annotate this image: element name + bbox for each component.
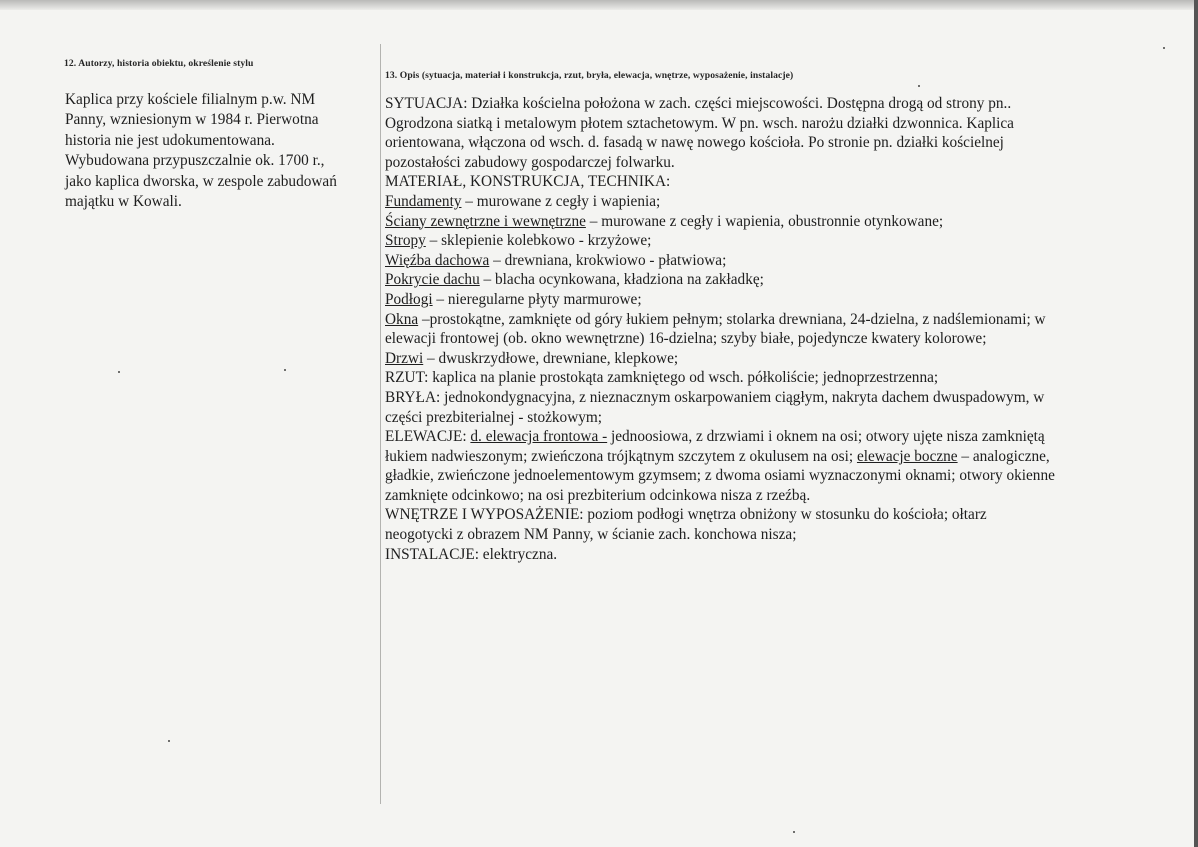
text-line: BRYŁA: jednokondygnacyjna, z nieznacznym oskarpowaniem ciągłym, nakryta dachem dwuspadowym, w [385, 388, 1045, 406]
text-line: gładkie, zwieńczone jednoelementowym gzymsem; z dwoma osiami wyznaczonymi oknami; otwory okienne [385, 467, 1055, 485]
section-13-text [385, 94, 1165, 564]
text-line: orientowana, włączona od wsch. d. fasadą w nawę nowego kościoła. Po stronie pn. działki kościelnej [385, 134, 1004, 152]
text-line: jako kaplica dworska, w zespole zabudowań [65, 172, 337, 190]
scan-speck [1163, 47, 1165, 49]
text-line: ELEWACJE: d. elewacja frontowa - jednoosiowa, z drzwiami i oknem na osi; otwory ujęte nisza zamkniętą [385, 428, 1045, 446]
scan-speck [118, 371, 120, 373]
text-line: Drzwi – dwuskrzydłowe, drewniane, klepkowe; [385, 349, 679, 367]
underlined-label: d. elewacja frontowa - [470, 428, 608, 446]
text-line: Pokrycie dachu – blacha ocynkowana, kładziona na zakładkę; [385, 271, 764, 289]
column-divider [380, 44, 381, 804]
scan-top-edge [0, 0, 1198, 10]
underlined-label: Podłogi [385, 290, 433, 308]
scan-speck [793, 831, 795, 833]
scan-speck [168, 740, 170, 742]
text-line: Fundamenty – murowane z cegły i wapienia; [385, 192, 661, 210]
text-line: Więźba dachowa – drewniana, krokwiowo - płatwiowa; [385, 251, 727, 269]
underlined-label: Więźba dachowa [385, 251, 490, 269]
section-12-heading: 12. Autorzy, historia obiektu, określenie stylu [64, 58, 254, 69]
text-line: SYTUACJA: Działka kościelna położona w zach. części miejscowości. Dostępna drogą od strony pn.. [385, 95, 1012, 112]
text-line: łukiem nadwieszonym; zwieńczona trójkątnym szczytem z okulusem na osi; elewacje boczne – analogiczne, [385, 447, 1050, 465]
text-line: majątku w Kowali. [65, 193, 182, 211]
text-line: Ogrodzona siatką i metalowym płotem sztachetowym. W pn. wsch. narożu działki dzwonnica. Kaplica [385, 114, 1014, 132]
section-12 [64, 58, 369, 212]
section-13-heading: 13. Opis (sytuacja, materiał i konstrukcja, rzut, bryła, elewacja, wnętrze, wyposażenie, instalacje) [385, 70, 794, 81]
underlined-label: Pokrycie dachu [385, 271, 480, 289]
text-line: pozostałości zabudowy gospodarczej folwarku. [385, 153, 675, 171]
text-line: zamknięte odcinkowo; na osi prezbiterium odcinkowa nisza z rzeźbą. [385, 486, 811, 504]
text-line: Stropy – sklepienie kolebkowo - krzyżowe; [385, 232, 652, 250]
text-line: RZUT: kaplica na planie prostokąta zamkniętego od wsch. półkoliście; jednoprzestrzenna; [385, 369, 939, 387]
text-line: Kaplica przy kościele filialnym p.w. NM [65, 91, 316, 108]
section-12-text [65, 90, 369, 212]
underlined-label: elewacje boczne [856, 447, 958, 465]
underlined-label: Stropy [385, 232, 426, 250]
text-line: neogotycki z obrazem NM Panny, w ścianie zach. konchowa nisza; [385, 526, 797, 544]
scan-speck [918, 85, 920, 87]
underlined-label: Drzwi [385, 349, 424, 367]
text-line: części prezbiterialnej - stożkowym; [385, 408, 603, 426]
text-line: WNĘTRZE I WYPOSAŻENIE: poziom podłogi wnętrza obniżony w stosunku do kościoła; ołtarz [385, 506, 987, 524]
text-line: Okna –prostokątne, zamknięte od góry łukiem pełnym; stolarka drewniana, 24-dzielna, z nadślemionami; w [385, 310, 1046, 328]
underlined-label: Okna [385, 310, 419, 328]
text-line: Podłogi – nieregularne płyty marmurowe; [385, 290, 642, 308]
scan-speck [284, 369, 286, 371]
text-line: Panny, wzniesionym w 1984 r. Pierwotna [65, 111, 319, 129]
section-13 [385, 70, 1165, 564]
text-line: MATERIAŁ, KONSTRUKCJA, TECHNIKA: [385, 173, 671, 191]
scan-right-edge [1194, 0, 1198, 847]
underlined-label: Fundamenty [385, 192, 462, 210]
text-line: INSTALACJE: elektryczna. [385, 545, 558, 563]
text-line: elewacji frontowej (ob. okno wewnętrzne) 16-dzielna; szyby białe, pojedyncze kwatery kolorowe; [385, 330, 987, 348]
underlined-label: Ściany zewnętrzne i wewnętrzne [385, 212, 586, 230]
text-line: Wybudowana przypuszczalnie ok. 1700 r., [65, 152, 325, 170]
text-line: historia nie jest udokumentowana. [65, 131, 275, 149]
text-line: Ściany zewnętrzne i wewnętrzne – murowane z cegły i wapienia, obustronnie otynkowane; [385, 212, 944, 230]
